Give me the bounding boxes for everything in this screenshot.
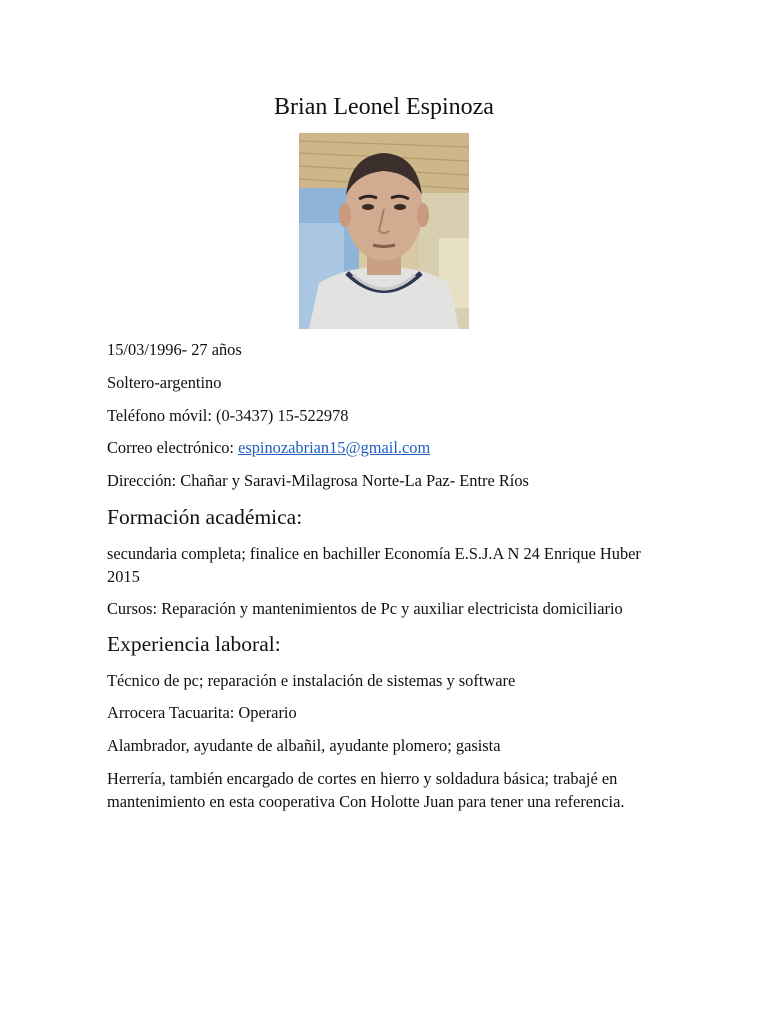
experience-item: Alambrador, ayudante de albañil, ayudante plomero; gasista (107, 736, 501, 755)
cv-name-title: Brian Leonel Espinoza (274, 94, 494, 120)
birth-date-line: 15/03/1996- 27 años (107, 340, 242, 359)
education-secondary: secundaria completa; finalice en bachiller Economía E.S.J.A N 24 Enrique Huber 2015 (107, 544, 641, 586)
experience-item: Arrocera Tacuarita: Operario (107, 703, 297, 722)
email-link[interactable]: espinozabrian15@gmail.com (238, 438, 431, 457)
address-line: Dirección: Chañar y Saravi-Milagrosa Norte-La Paz- Entre Ríos (107, 471, 529, 490)
education-courses: Cursos: Reparación y mantenimientos de Pc y auxiliar electricista domiciliario (107, 599, 623, 618)
education-heading: Formación académica: (107, 505, 303, 529)
phone-line: Teléfono móvil: (0-3437) 15-522978 (107, 406, 349, 425)
profile-photo (299, 133, 469, 329)
experience-item: Herrería, también encargado de cortes en hierro y soldadura básica; trabajé en mantenimiento en esta cooperativa Con Holotte Juan para tener una referencia. (107, 769, 625, 811)
email-line (107, 437, 687, 460)
civil-status-line: Soltero-argentino (107, 373, 222, 392)
experience-heading: Experiencia laboral: (107, 632, 281, 656)
email-label: Correo electrónico: (107, 438, 239, 457)
experience-item: Técnico de pc; reparación e instalación de sistemas y software (107, 671, 516, 690)
